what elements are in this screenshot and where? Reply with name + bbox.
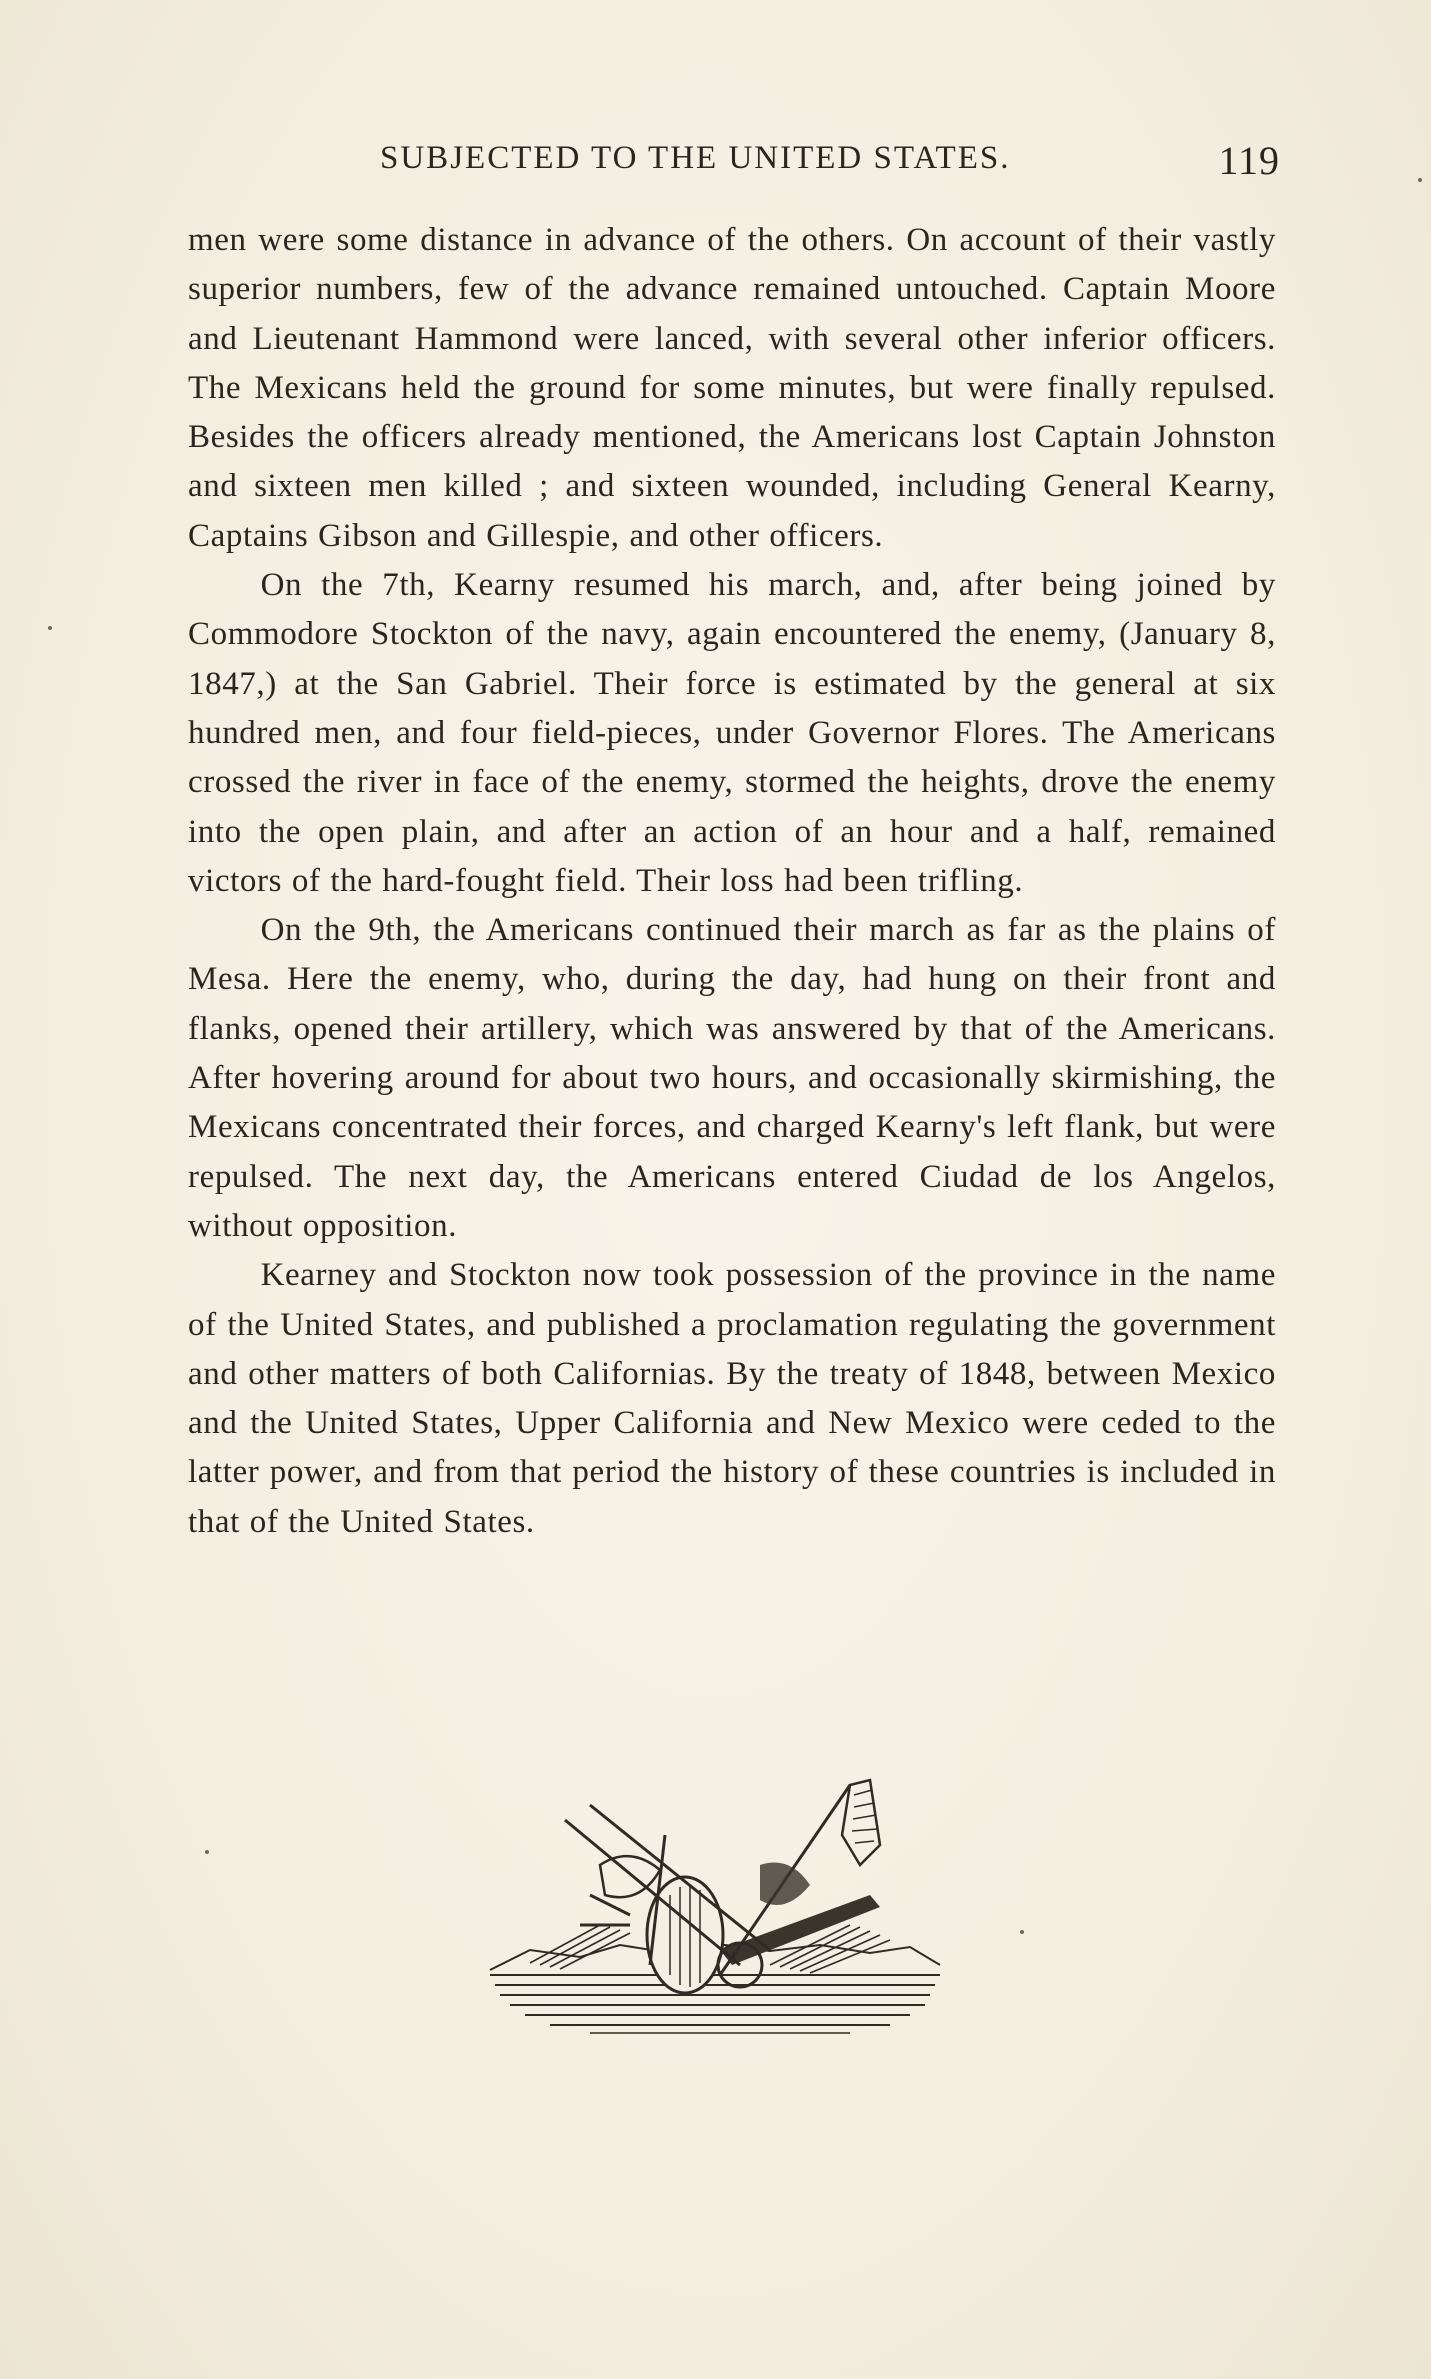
stray-ink-mark [1020,1930,1024,1934]
paragraph-continued: men were some distance in advance of the others. On account of their vastly superior numbers, few of the advance remained untouched. Captain Moore and Lieutenant Hammond were lanced, with several other inferior officers. The Mexicans held the ground for some minutes, but were finally repulsed. Besides the officers already mentioned, the Americans lost Captain Johnston and sixteen men killed ; and sixteen wounded, including General Kearny, Captains Gibson and Gillespie, and other officers. [188,222,1276,554]
military-trophy-engraving-icon [470,1775,970,2045]
paragraph-san-gabriel: On the 7th, Kearny resumed his march, and, after being joined by Commodore Stockton of the navy, again encountered the enemy, (January 8, 1847,) at the San Gabriel. Their force is estimated by the general at six hundred men, and four field-pieces, under Governor Flores. The Americans crossed the river in face of the enemy, stormed the heights, drove the enemy into the open plain, and after an action of an hour and a half, remained victors of the hard-fought field. Their loss had been trifling. [188,567,1276,899]
running-title: SUBJECTED TO THE UNITED STATES. [380,140,1011,176]
body-text [188,216,1276,1547]
stray-ink-mark [48,626,52,630]
page-number: 119 [1218,138,1280,183]
running-head [380,140,1280,190]
paragraph-possession: Kearney and Stockton now took possession of the province in the name of the United States, and published a proclamation regulating the government and other matters of both Californias. By the treaty of 1848, between Mexico and the United States, Upper California and New Mexico were ceded to the latter power, and from that period the history of these countries is included in that of the United States. [188,1257,1276,1540]
paragraph-plains-of-mesa: On the 9th, the Americans continued their march as far as the plains of Mesa. Here the enemy, who, during the day, had hung on their front and flanks, opened their artillery, which was answered by that of the Americans. After hovering around for about two hours, and occasionally skirmishing, the Mexicans concentrated their forces, and charged Kearny's left flank, but were repulsed. The next day, the Americans entered Ciudad de los Angelos, without opposition. [188,912,1276,1244]
stray-ink-mark [205,1850,209,1854]
stray-ink-mark [1418,178,1422,182]
